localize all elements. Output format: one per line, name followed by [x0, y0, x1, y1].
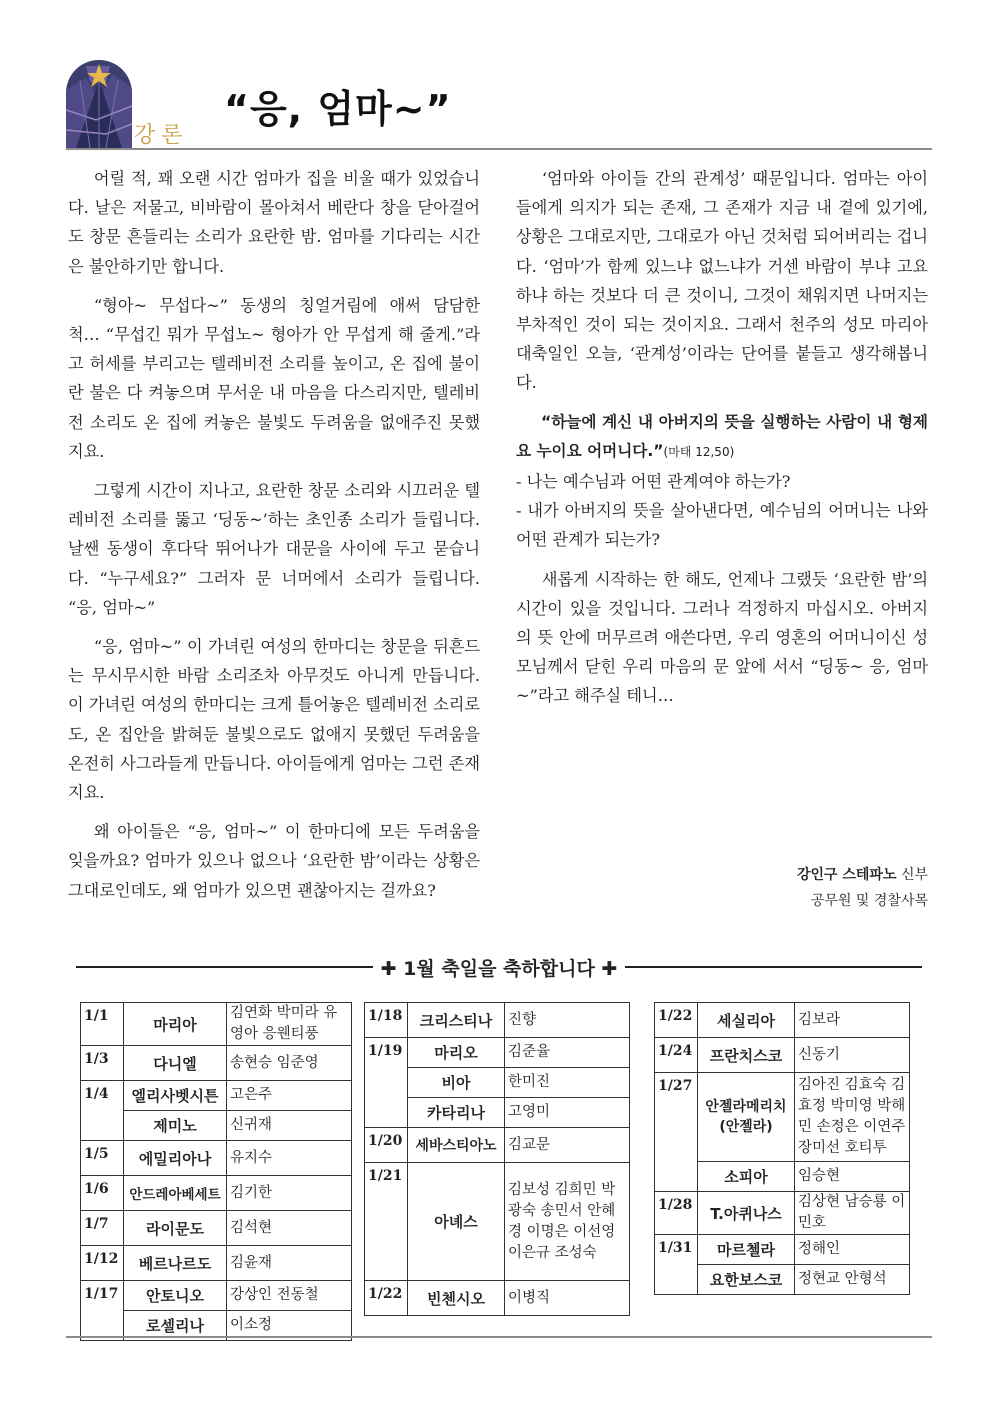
homily-paragraph: 왜 아이들은 “응, 엄마~” 이 한마디에 모든 두려움을 잊을까요? 엄마가 있으나 없으나 ‘요란한 밤’이라는 상황은 그대로인데도, 왜 엄마가 있으면 괜찮아지는 걸까요? [68, 822, 480, 900]
saint-name: 베르나르도 [124, 1246, 227, 1281]
page-title: “응, 엄마~” [224, 87, 452, 131]
scripture-text: “하늘에 계신 내 아버지의 뜻을 실행하는 사람이 내 형제요 누이요 어머니다.” [516, 412, 928, 460]
parishioner-names: 김석현 [227, 1211, 352, 1246]
parishioner-names: 고영미 [505, 1098, 630, 1128]
parishioner-names: 고은주 [227, 1081, 352, 1111]
parishioner-names: 한미진 [505, 1068, 630, 1098]
table-row [81, 1211, 352, 1246]
parishioner-names: 김아진 김효숙 김효정 박미영 박해민 손정은 이연주 장미선 호티투 [795, 1073, 910, 1162]
reflection-question: - 내가 아버지의 뜻을 살아낸다면, 예수님의 어머니는 나와 어떤 관계가 되는가? [516, 501, 928, 550]
parishioner-names: 김기한 [227, 1176, 352, 1211]
feast-table-3 [654, 1002, 910, 1295]
parishioner-names: 김보성 김희민 박광숙 송민서 안혜경 이명은 이선영 이은규 조성숙 [505, 1163, 630, 1281]
parishioner-names: 정현교 안형석 [795, 1265, 910, 1295]
feast-date: 1/17 [81, 1281, 124, 1341]
author-title: 신부 [900, 867, 928, 883]
table-row [655, 1038, 910, 1073]
feast-date: 1/3 [81, 1046, 124, 1081]
table-row [655, 1003, 910, 1038]
signature-block [797, 862, 928, 914]
table-row [81, 1046, 352, 1081]
feast-date: 1/28 [655, 1192, 698, 1235]
table-row [81, 1003, 352, 1046]
saint-name: T.아퀴나스 [698, 1192, 795, 1235]
saint-name: 안토니오 [124, 1281, 227, 1311]
feast-date: 1/22 [655, 1003, 698, 1038]
saint-name: 엘리사벳시튼 [124, 1081, 227, 1111]
parishioner-names: 유지수 [227, 1141, 352, 1176]
saint-name: 아녜스 [408, 1163, 505, 1281]
scripture-quote [516, 408, 928, 467]
table-row [81, 1081, 352, 1111]
parishioner-names: 신동기 [795, 1038, 910, 1073]
table-row [81, 1281, 352, 1311]
feast-date: 1/22 [365, 1281, 408, 1316]
saint-name: 마리오 [408, 1038, 505, 1068]
parishioner-names: 이병직 [505, 1281, 630, 1316]
saint-name: 크리스티나 [408, 1003, 505, 1038]
saint-name: 로셀리나 [124, 1311, 227, 1341]
parishioner-names: 김연화 박미라 유영아 응웬티풍 [227, 1003, 352, 1046]
saint-name: 제미노 [124, 1111, 227, 1141]
saint-name: 비아 [408, 1068, 505, 1098]
saint-name: 프란치스코 [698, 1038, 795, 1073]
header-divider [66, 148, 932, 150]
saint-name: 마리아 [124, 1003, 227, 1046]
parishioner-names: 김준율 [505, 1038, 630, 1068]
parishioner-names: 김보라 [795, 1003, 910, 1038]
parishioner-names: 진향 [505, 1003, 630, 1038]
feast-date: 1/21 [365, 1163, 408, 1281]
saint-name: 에밀리아나 [124, 1141, 227, 1176]
saint-name: 세실리아 [698, 1003, 795, 1038]
saint-name: 다니엘 [124, 1046, 227, 1081]
parishioner-names: 정해인 [795, 1235, 910, 1265]
stained-glass-logo-icon [66, 60, 132, 148]
saint-name: 안드레아베세트 [124, 1176, 227, 1211]
homily-paragraph: 그렇게 시간이 지나고, 요란한 창문 소리와 시끄러운 텔레비전 소리를 뚫고 ‘딩동~’하는 초인종 소리가 들립니다. 날쌘 동생이 후다닥 뛰어나가 대문을 사이에 두고 묻습니다. “누구세요?” 그러자 문 너머에서 소리가 들립니다. “응, 엄마~” [68, 481, 480, 617]
feast-banner-title: ✚ 1월 축일을 축하합니다 ✚ [380, 957, 618, 980]
parishioner-names: 신귀재 [227, 1111, 352, 1141]
feast-date: 1/19 [365, 1038, 408, 1128]
parishioner-names: 이소정 [227, 1311, 352, 1341]
saint-name: 라이문도 [124, 1211, 227, 1246]
parishioner-names: 임승현 [795, 1162, 910, 1192]
table-row [81, 1246, 352, 1281]
parishioner-names: 김상현 남승룡 이민호 [795, 1192, 910, 1235]
section-label: 강론 [134, 123, 189, 148]
saint-name: 안젤라메리치 (안젤라) [698, 1073, 795, 1162]
feast-date: 1/18 [365, 1003, 408, 1038]
table-row [365, 1128, 630, 1163]
feast-date: 1/5 [81, 1141, 124, 1176]
feast-date: 1/27 [655, 1073, 698, 1192]
feast-date: 1/24 [655, 1038, 698, 1073]
table-row [365, 1038, 630, 1068]
feast-date: 1/1 [81, 1003, 124, 1046]
table-row [81, 1176, 352, 1211]
feast-date: 1/31 [655, 1235, 698, 1295]
table-row [81, 1141, 352, 1176]
saint-name: 마르첼라 [698, 1235, 795, 1265]
parishioner-names: 김교문 [505, 1128, 630, 1163]
author-role: 공무원 및 경찰사목 [810, 893, 928, 909]
reflection-question: - 나는 예수님과 어떤 관계여야 하는가? [516, 472, 791, 492]
feast-table-1 [80, 1002, 352, 1341]
saint-name: 세바스티아노 [408, 1128, 505, 1163]
parishioner-names: 강상인 전동철 [227, 1281, 352, 1311]
feast-banner [76, 950, 922, 984]
parishioner-names: 송현승 임준영 [227, 1046, 352, 1081]
table-row [365, 1281, 630, 1316]
banner-line-right [625, 966, 922, 968]
feast-date: 1/12 [81, 1246, 124, 1281]
saint-name: 카타리나 [408, 1098, 505, 1128]
saint-name: 빈첸시오 [408, 1281, 505, 1316]
table-row [655, 1192, 910, 1235]
saint-name: 요한보스코 [698, 1265, 795, 1295]
homily-paragraph: ‘엄마와 아이들 간의 관계성’ 때문입니다. 엄마는 아이들에게 의지가 되는 존재, 그 존재가 지금 내 곁에 있기에, 상황은 그대로지만, 그대로가 아닌 것처럼 되어버리는 겁니다. ‘엄마’가 함께 있느냐 없느냐가 거센 바람이 부냐 고요하냐 하는 것보다 더 큰 것이니, 그것이 채워지면 나머지는 부차적인 것이 되는 것이지요. 그래서 천주의 성모 마리아 대축일인 오늘, ‘관계성’이라는 단어를 붙들고 생각해봅니다. [516, 169, 928, 393]
homily-paragraph: 어릴 적, 꽤 오랜 시간 엄마가 집을 비울 때가 있었습니다. 날은 저물고, 비바람이 몰아쳐서 베란다 창을 닫아걸어도 창문 흔들리는 소리가 요란한 밤. 엄마를 기다리는 시간은 불안하기만 합니다. [68, 169, 480, 276]
table-row [365, 1163, 630, 1281]
banner-line-left [76, 966, 373, 968]
feast-date: 1/7 [81, 1211, 124, 1246]
parishioner-names: 김윤재 [227, 1246, 352, 1281]
table-row [655, 1235, 910, 1265]
homily-right-column [516, 164, 928, 721]
homily-left-column [68, 164, 480, 915]
feast-date: 1/20 [365, 1128, 408, 1163]
feast-date: 1/6 [81, 1176, 124, 1211]
homily-paragraph: “형아~ 무섭다~” 동생의 칭얼거림에 애써 담담한 척… “무섭긴 뭐가 무섭노~ 형아가 안 무섭게 해 줄게.”라고 허세를 부리고는 텔레비전 소리를 높이고, 온 집에 불이란 불은 다 켜놓으며 무서운 내 마음을 다스리지만, 텔레비전 소리도 온 집에 켜놓은 불빛도 두려움을 없애주진 못했지요. [68, 295, 480, 461]
feast-date: 1/4 [81, 1081, 124, 1141]
table-row [655, 1073, 910, 1162]
scripture-reference: (마태 12,50) [663, 444, 735, 459]
author-name: 강인구 스테파노 [796, 867, 897, 883]
homily-paragraph: 새롭게 시작하는 한 해도, 언제나 그랬듯 ‘요란한 밤’의 시간이 있을 것입니다. 그러나 걱정하지 마십시오. 아버지의 뜻 안에 머무르려 애쓴다면, 우리 영혼의 어머니이신 성모님께서 닫힌 우리 마음의 문 앞에 서서 “딩동~ 응, 엄마~”라고 해주실 테니… [516, 569, 928, 706]
table-row [365, 1003, 630, 1038]
footer-divider [66, 1336, 932, 1338]
homily-paragraph: “응, 엄마~” 이 가녀린 여성의 한마디는 창문을 뒤흔드는 무시무시한 바람 소리조차 아무것도 아니게 만듭니다. 이 가녀린 여성의 한마디는 크게 틀어놓은 텔레비전 소리로도, 온 집안을 밝혀둔 불빛으로도 없애지 못했던 두려움을 온전히 사그라들게 만듭니다. 아이들에게 엄마는 그런 존재지요. [68, 637, 480, 803]
saint-name: 소피아 [698, 1162, 795, 1192]
feast-table-2 [364, 1002, 630, 1316]
